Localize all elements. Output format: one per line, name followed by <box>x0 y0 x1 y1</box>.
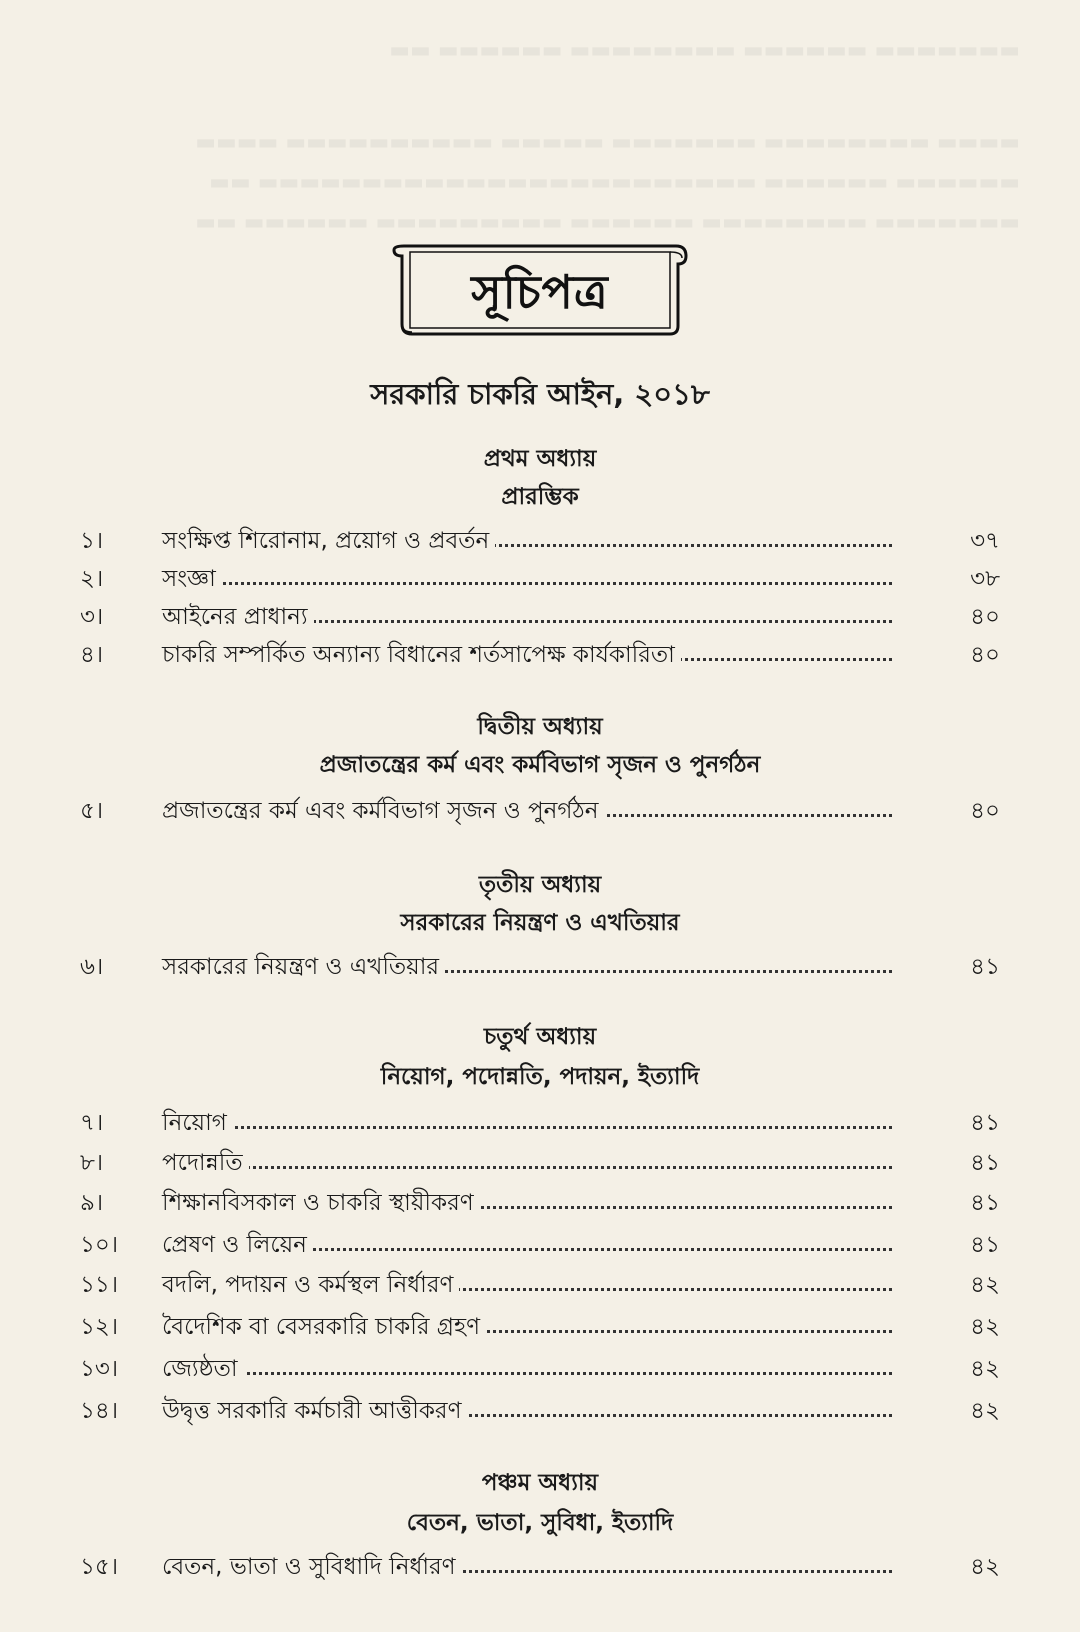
section-number: ১৫। <box>80 1554 119 1580</box>
section-title: সরকারের নিয়ন্ত্রণ ও এখতিয়ার <box>162 948 445 987</box>
toc-heading: সূচিপত্র <box>471 265 609 319</box>
section-number: ১৩। <box>80 1356 119 1382</box>
section-number: ১১। <box>80 1272 119 1298</box>
page-number: ৪২ <box>970 1272 1000 1298</box>
toc-entry <box>80 792 1000 826</box>
book-title: সরকারি চাকরি আইন, ২০১৮ <box>370 377 710 411</box>
toc-entry <box>80 636 1000 670</box>
section-title: শিক্ষানবিসকাল ও চাকরি স্থায়ীকরণ <box>162 1184 480 1223</box>
section-title: বৈদেশিক বা বেসরকারি চাকরি গ্রহণ <box>162 1308 486 1347</box>
section-title: প্রজাতন্ত্রের কর্ম এবং কর্মবিভাগ সৃজন ও পুনর্গঠন <box>162 792 604 831</box>
toc-entry <box>80 1104 1000 1138</box>
bleed-through-text: ▬▬▬▬▬▬ ▬▬▬▬▬▬ ▬▬▬▬▬▬▬▬▬▬▬▬▬▬▬▬▬▬▬▬▬▬▬▬ ▬▬ <box>209 170 1020 195</box>
toc-entry <box>80 522 1000 556</box>
section-title: চাকরি সম্পর্কিত অন্যান্য বিধানের শর্তসাপেক্ষ কার্যকারিতা <box>162 636 681 675</box>
section-title: জ্যেষ্ঠতা <box>162 1350 244 1389</box>
dot-leader <box>162 582 892 585</box>
page-number: ৪১ <box>970 954 1000 980</box>
section-number: ১। <box>80 528 104 554</box>
page-number: ৪২ <box>970 1356 1000 1382</box>
section-number: ৪। <box>80 642 104 668</box>
page-number: ৩৮ <box>970 566 1000 592</box>
page-number: ৪১ <box>970 1190 1000 1216</box>
chapter-label: দ্বিতীয় অধ্যায় <box>477 714 603 740</box>
page-number: ৪০ <box>970 604 1000 630</box>
page-number: ৪০ <box>970 642 1000 668</box>
toc-entry <box>80 1548 1000 1582</box>
chapter-subtitle: বেতন, ভাতা, সুবিধা, ইত্যাদি <box>406 1510 674 1536</box>
page-number: ৪২ <box>970 1314 1000 1340</box>
dot-leader <box>162 1372 892 1375</box>
section-number: ৮। <box>80 1150 104 1176</box>
toc-entry <box>80 1392 1000 1426</box>
bleed-through-text: ▬▬▬▬▬▬▬ ▬▬▬▬▬▬ ▬▬▬▬▬▬▬▬ ▬▬▬▬▬▬ ▬▬ <box>389 38 1020 63</box>
chapter-label: তৃতীয় অধ্যায় <box>478 872 602 898</box>
dot-leader <box>162 1126 892 1129</box>
chapter-subtitle: প্রজাতন্ত্রের কর্ম এবং কর্মবিভাগ সৃজন ও পুনর্গঠন <box>319 752 761 778</box>
toc-entry <box>80 1308 1000 1342</box>
section-number: ৫। <box>80 798 104 824</box>
section-title: বদলি, পদায়ন ও কর্মস্থল নির্ধারণ <box>162 1266 459 1305</box>
page-number: ৪১ <box>970 1232 1000 1258</box>
page-number: ৪২ <box>970 1554 1000 1580</box>
section-title: আইনের প্রাধান্য <box>162 598 314 637</box>
section-number: ৬। <box>80 954 104 980</box>
section-number: ১০। <box>80 1232 119 1258</box>
section-number: ৯। <box>80 1190 104 1216</box>
toc-entry <box>80 1266 1000 1300</box>
section-title: বেতন, ভাতা ও সুবিধাদি নির্ধারণ <box>162 1548 462 1587</box>
chapter-label: পঞ্চম অধ্যায় <box>481 1470 599 1496</box>
chapter-subtitle: সরকারের নিয়ন্ত্রণ ও এখতিয়ার <box>400 910 680 936</box>
toc-entry <box>80 1184 1000 1218</box>
toc-entry <box>80 1144 1000 1178</box>
page-number: ৪২ <box>970 1398 1000 1424</box>
section-number: ১২। <box>80 1314 119 1340</box>
section-number: ৭। <box>80 1110 104 1136</box>
section-title: সংক্ষিপ্ত শিরোনাম, প্রয়োগ ও প্রবর্তন <box>162 522 495 561</box>
toc-entry <box>80 948 1000 982</box>
toc-entry <box>80 598 1000 632</box>
page-number: ৩৭ <box>970 528 1000 554</box>
chapter-subtitle: নিয়োগ, পদোন্নতি, পদায়ন, ইত্যাদি <box>380 1064 700 1090</box>
page-number: ৪১ <box>970 1110 1000 1136</box>
dot-leader <box>162 1166 892 1169</box>
section-number: ৩। <box>80 604 104 630</box>
bleed-through-text: ▬▬▬▬ ▬▬▬▬▬▬▬▬ ▬▬▬▬▬▬▬ ▬▬▬▬▬ ▬▬▬▬▬▬▬▬▬▬ ▬▬▬▬ <box>195 130 1020 155</box>
section-title: প্রেষণ ও লিয়েন <box>162 1226 313 1265</box>
page-number: ৪০ <box>970 798 1000 824</box>
toc-heading-scroll <box>390 240 690 340</box>
section-title: পদোন্নতি <box>162 1144 249 1183</box>
section-number: ১৪। <box>80 1398 119 1424</box>
chapter-subtitle: প্রারম্ভিক <box>501 484 579 510</box>
chapter-label: প্রথম অধ্যায় <box>483 446 597 472</box>
chapter-label: চতুর্থ অধ্যায় <box>483 1024 597 1050</box>
section-title: নিয়োগ <box>162 1104 233 1143</box>
page-number: ৪১ <box>970 1150 1000 1176</box>
section-number: ২। <box>80 566 104 592</box>
section-title: সংজ্ঞা <box>162 560 222 599</box>
section-title: উদ্বৃত্ত সরকারি কর্মচারী আত্তীকরণ <box>162 1392 468 1431</box>
toc-entry <box>80 1350 1000 1384</box>
bleed-through-text: ▬▬▬▬▬▬▬ ▬▬▬▬▬▬▬▬ ▬▬▬▬▬▬ ▬▬▬▬▬▬▬▬▬ ▬▬▬▬▬▬ ▬▬ <box>195 210 1020 235</box>
toc-entry <box>80 560 1000 594</box>
toc-entry <box>80 1226 1000 1260</box>
